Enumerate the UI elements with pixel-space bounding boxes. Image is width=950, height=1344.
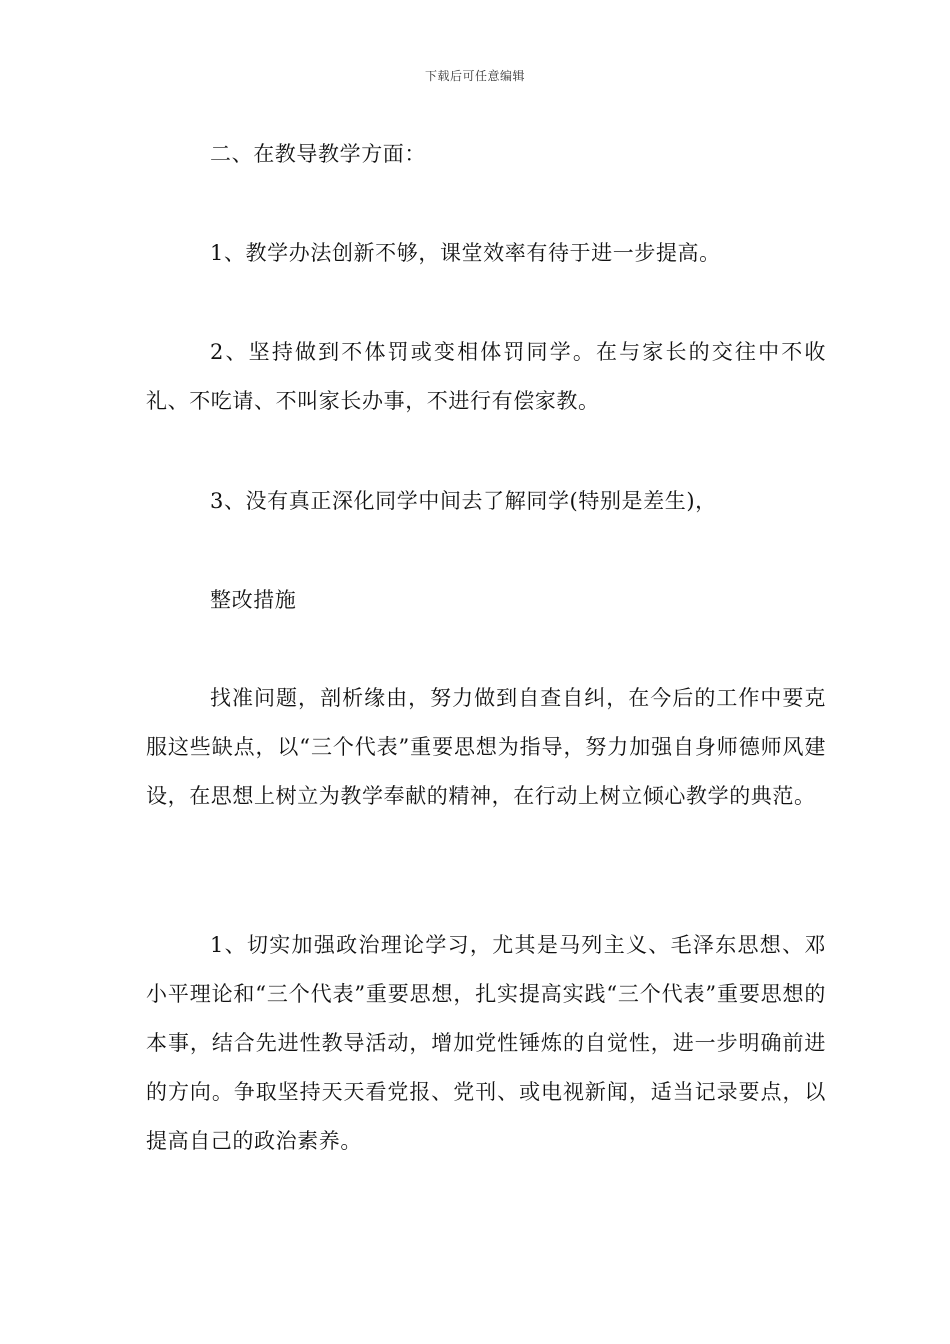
issue-item-2 bbox=[146, 328, 826, 426]
issue-item-3 bbox=[146, 477, 826, 526]
paragraph-text: 3、没有真正深化同学中间去了解同学(特别是差生)， bbox=[210, 489, 717, 513]
paragraph-text: 2、坚持做到不体罚或变相体罚同学。在与家长的交往中不收礼、不吃请、不叫家长办事，不进行有偿家教。 bbox=[146, 340, 826, 413]
section-heading-teaching bbox=[146, 130, 826, 179]
paragraph-text: 1、切实加强政治理论学习，尤其是马列主义、毛泽东思想、邓小平理论和“三个代表”重要思想，扎实提高实践“三个代表”重要思想的本事，结合先进性教导活动，增加党性锤炼的自觉性，进一步明确前进的方向。争取坚持天天看党报、党刊、或电视新闻，适当记录要点，以提高自己的政治素养。 bbox=[146, 933, 826, 1153]
header-note: 下载后可任意编辑 bbox=[424, 69, 525, 83]
paragraph-text: 1、教学办法创新不够，课堂效率有待于进一步提高。 bbox=[210, 241, 721, 265]
paragraph-text: 找准问题，剖析缘由，努力做到自查自纠，在今后的工作中要克服这些缺点，以“三个代表”重要思想为指导，努力加强自身师德师风建设，在思想上树立为教学奉献的精神，在行动上树立倾心教学的典范。 bbox=[146, 686, 826, 808]
measure-item-1 bbox=[146, 921, 826, 1166]
section-heading-measures bbox=[146, 576, 826, 625]
paragraph-text: 二、在教导教学方面： bbox=[210, 142, 426, 166]
issue-item-1 bbox=[146, 229, 826, 278]
measures-intro-paragraph bbox=[146, 674, 826, 821]
paragraph-text: 整改措施 bbox=[210, 588, 297, 612]
